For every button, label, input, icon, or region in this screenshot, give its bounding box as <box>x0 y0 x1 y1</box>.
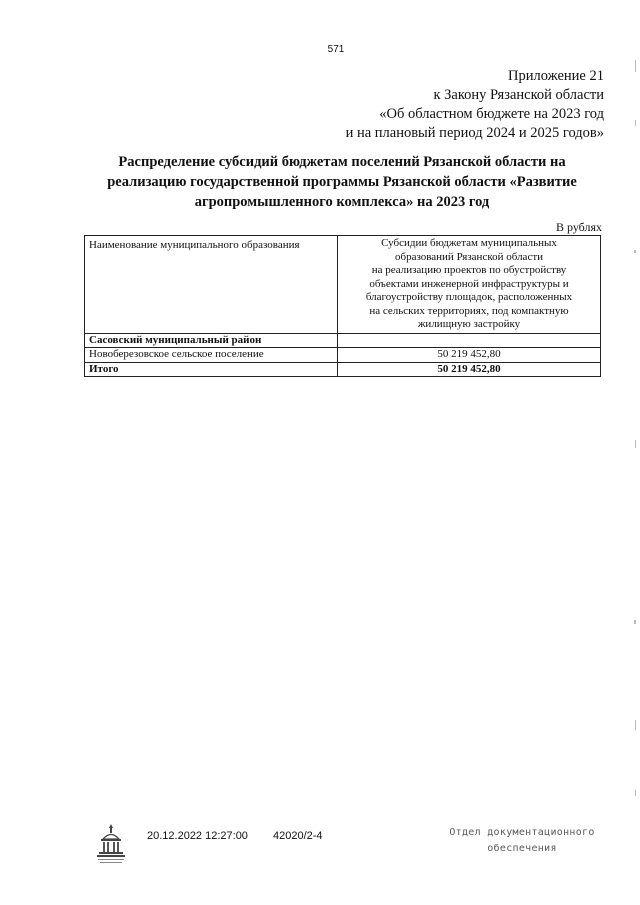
appendix-header <box>346 67 604 143</box>
footer-document-code: 42020/2-4 <box>273 830 323 842</box>
header-subsidy-line: образований Рязанской области <box>394 250 544 263</box>
appendix-line: и на плановый период 2024 и 2025 годов» <box>345 125 604 141</box>
appendix-line: Приложение 21 <box>508 68 604 84</box>
stamp-line: обеспечения <box>487 843 557 854</box>
stamp-line: Отдел документационного <box>449 827 595 838</box>
page-number: 571 <box>327 44 345 55</box>
document-title <box>84 152 600 212</box>
header-subsidy-line: на сельских территориях, под компактную <box>369 304 569 317</box>
header-subsidy-line: жилищную застройку <box>417 318 521 330</box>
title-line: агропромышленного комплекса» на 2023 год <box>194 194 490 210</box>
total-row <box>85 362 601 377</box>
header-subsidy-line: Субсидии бюджетам муниципальных <box>381 237 557 249</box>
district-row <box>85 333 601 348</box>
district-name-cell: Сасовский муниципальный район <box>85 333 338 348</box>
total-amount-cell: 50 219 452,80 <box>338 362 601 377</box>
appendix-line: «Об областном бюджете на 2023 год <box>379 106 604 122</box>
subsidy-table <box>84 235 601 377</box>
settlement-name-cell: Новоберезовское сельское поселение <box>85 348 338 363</box>
table-header-row <box>85 236 601 334</box>
header-subsidy-cell <box>338 236 601 334</box>
settlement-amount-cell: 50 219 452,80 <box>338 348 601 363</box>
header-subsidy-line: объектами инженерной инфраструктуры и <box>369 277 569 290</box>
appendix-line: к Закону Рязанской области <box>433 87 604 103</box>
footer-timestamp: 20.12.2022 12:27:00 <box>147 830 248 842</box>
title-line: реализацию государственной программы Рязанской области «Развитие <box>107 174 577 190</box>
total-label-cell: Итого <box>85 362 338 377</box>
department-stamp <box>432 825 612 857</box>
header-subsidy-line: благоустройству площадок, расположенных <box>365 291 573 303</box>
header-name-cell: Наименование муниципального образования <box>85 236 338 334</box>
header-subsidy-line: на реализацию проектов по обустройству <box>371 264 567 276</box>
duma-building-logo-icon <box>94 822 128 866</box>
table-row <box>85 348 601 363</box>
district-amount-cell <box>338 333 601 348</box>
units-label: В рублях <box>555 220 602 234</box>
title-line: Распределение субсидий бюджетам поселений Рязанской области на <box>118 154 566 170</box>
scan-edge-marks <box>632 60 638 820</box>
